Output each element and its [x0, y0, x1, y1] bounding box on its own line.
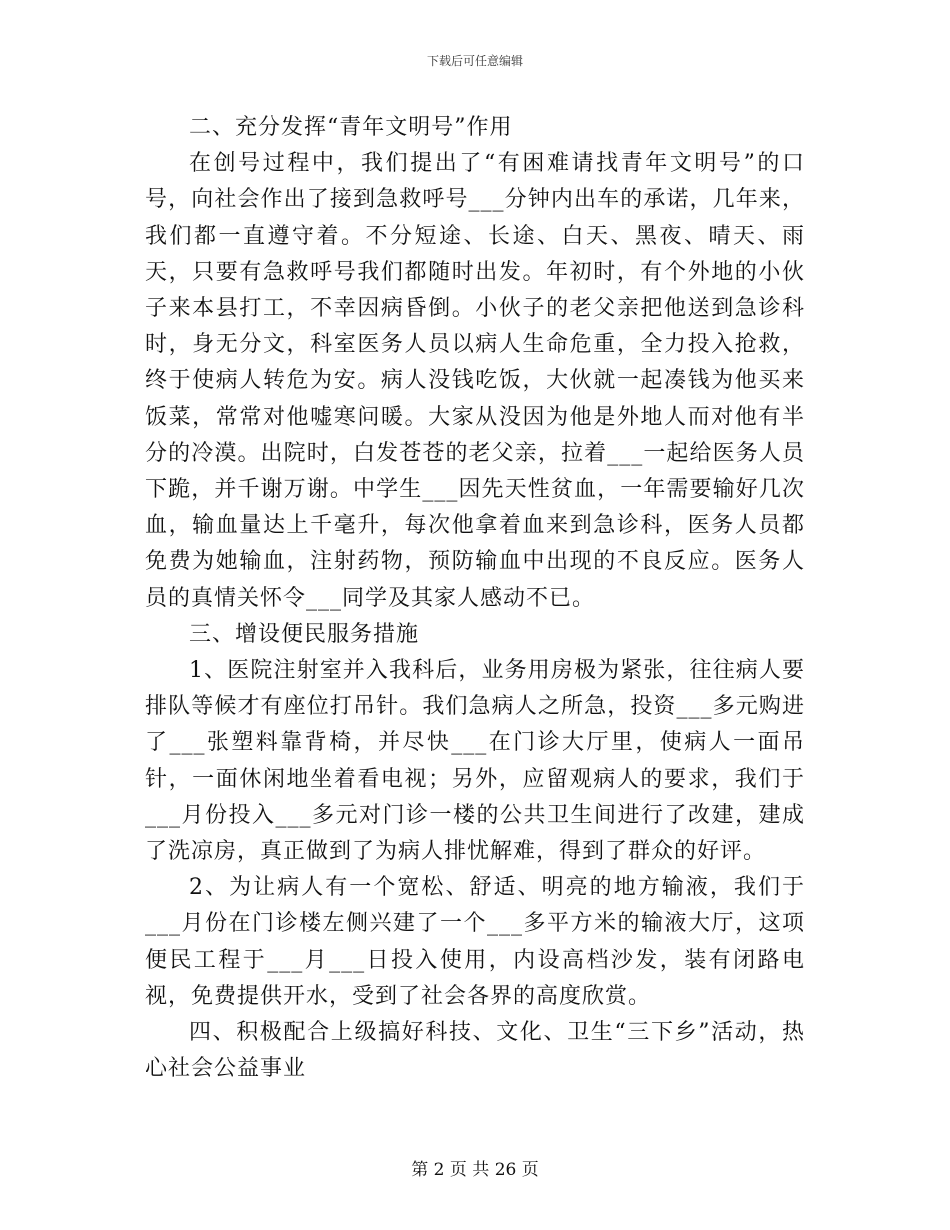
- document-body: [145, 110, 805, 1087]
- paragraph-infusion-hall: 2、为让病人有一个宽松、舒适、明亮的地方输液，我们于___月份在门诊楼左侧兴建了一个___多平方米的输液大厅，这项便民工程于___月___日投入使用，内设高档沙发，装有闭路电视，免费提供开水，受到了社会各界的高度欣赏。: [145, 875, 805, 1009]
- page-number: 第 2 页 共 26 页: [411, 1160, 539, 1180]
- paragraph-emergency-service: 在创号过程中，我们提出了“有困难请找青年文明号”的口号，向社会作出了接到急救呼号___分钟内出车的承诺，几年来，我们都一直遵守着。不分短途、长途、白天、黑夜、晴天、雨天，只要有急救呼号我们都随时出发。年初时，有个外地的小伙子来本县打工，不幸因病昏倒。小伙子的老父亲把他送到急诊科时，身无分文，科室医务人员以病人生命危重，全力投入抢救，终于使病人转危为安。病人没钱吃饭，大伙就一起凑钱为他买来饭菜，常常对他嘘寒问暖。大家从没因为他是外地人而对他有半分的冷漠。出院时，白发苍苍的老父亲，拉着___一起给医务人员下跪，并千谢万谢。中学生___因先天性贫血，一年需要输好几次血，输血量达上千毫升，每次他拿着血来到急诊科，医务人员都免费为她输血，注射药物，预防输血中出现的不良反应。医务人员的真情关怀令___同学及其家人感动不已。: [145, 151, 805, 611]
- header-note: 下载后可任意编辑: [426, 54, 523, 68]
- paragraph-injection-room: 1、医院注射室并入我科后，业务用房极为紧张，往往病人要排队等候才有座位打吊针。我们急病人之所急，投资___多元购进了___张塑料靠背椅，并尽快___在门诊大厅里，使病人一面吊针，一面休闲地坐着看电视；另外，应留观病人的要求，我们于___月份投入___多元对门诊一楼的公共卫生间进行了改建，建成了洗凉房，真正做到了为病人排忧解难，得到了群众的好评。: [145, 658, 805, 865]
- section-heading-2: 二、充分发挥“青年文明号”作用: [189, 115, 513, 140]
- section-heading-4: 四、积极配合上级搞好科技、文化、卫生“三下乡”活动，热心社会公益事业: [145, 1020, 805, 1082]
- section-heading-3: 三、增设便民服务措施: [189, 621, 420, 647]
